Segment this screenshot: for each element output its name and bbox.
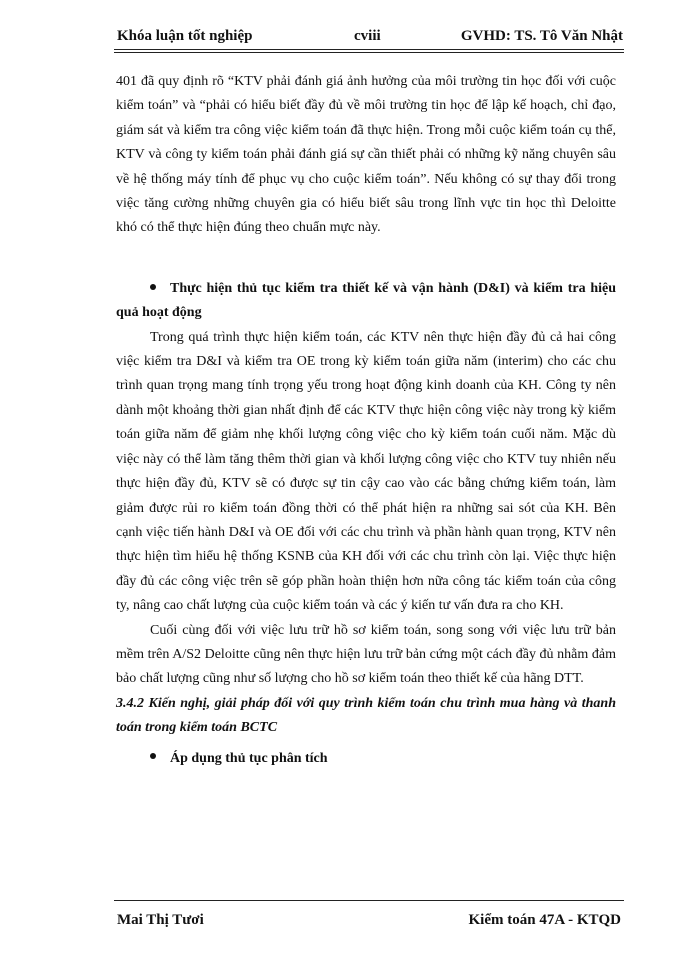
header-page-number: cviii (354, 28, 381, 44)
bullet-heading-analytics (116, 747, 616, 771)
bullet-icon (150, 284, 156, 290)
footer-class: Kiểm toán 47A - KTQD (468, 912, 621, 928)
page-body (116, 70, 616, 771)
bullet-heading-text: Thực hiện thủ tục kiểm tra thiết kế và vận hành (D&I) và kiểm tra hiệu quả hoạt động (116, 280, 616, 321)
paragraph-standard-401: 401 đã quy định rõ “KTV phải đánh giá ảnh hưởng của môi trường tin học đối với cuộc kiểm toán” và “phải có hiểu biết đầy đủ về môi trường tin học để lập kế hoạch, chỉ đạo, giám sát và kiểm tra công việc kiểm toán đã thực hiện. Trong mỗi cuộc kiểm toán cụ thể, KTV và công ty kiểm toán phải đánh giá sự cần thiết phải có những kỹ năng chuyên sâu về hệ thống máy tính để phục vụ cho cuộc kiểm toán”. Nếu không có sự thay đổi trong việc tăng cường những chuyên gia có hiểu biết sâu trong lĩnh vực tin học thì Deloitte khó có thể thực hiện đúng theo chuẩn mực này. (116, 74, 616, 236)
page-footer (117, 910, 621, 930)
footer-rule (114, 900, 624, 901)
header-rule (114, 49, 624, 53)
bullet-heading-text: Áp dụng thủ tục phân tích (170, 750, 328, 766)
header-supervisor: GVHD: TS. Tô Văn Nhật (460, 28, 623, 44)
page-header (117, 26, 623, 46)
footer-author: Mai Thị Tươi (117, 912, 204, 928)
paragraph-di-oe: Trong quá trình thực hiện kiểm toán, các KTV nên thực hiện đầy đủ cả hai công việc kiểm tra D&I và kiểm tra OE trong kỳ kiểm toán giữa năm (interim) cho các chu trình quan trọng mang tính trọng yếu trong hoạt động kinh doanh của KH. Công ty nên dành một khoảng thời gian nhất định để các KTV thực hiện công việc này trong kỳ kiểm toán giữa năm để giảm nhẹ khối lượng công việc cho kỳ kiểm toán cuối năm. Mặc dù việc này có thể làm tăng thêm thời gian và khối lượng công việc cho KTV tuy nhiên nếu thực hiện đầy đủ, KTV sẽ có được sự tin cậy cao vào các bằng chứng kiểm toán, làm giảm được rủi ro kiểm toán đồng thời có thể phát hiện ra những sai sót của KH. Bên cạnh việc tiến hành D&I và OE đối với các chu trình và phần hành quan trọng, KTV nên thực hiện tìm hiểu hệ thống KSNB của KH đối với các chu trình còn lại. Việc thực hiện đầy đủ các công việc trên sẽ góp phần hoàn thiện hơn nữa công tác kiểm toán của công ty, nâng cao chất lượng của cuộc kiểm toán và các ý kiến tư vấn đưa ra cho KH. (116, 329, 616, 614)
section-heading-3-4-2: 3.4.2 Kiến nghị, giải pháp đối với quy trình kiểm toán chu trình mua hàng và thanh toán trong kiểm toán BCTC (116, 695, 616, 736)
paragraph-archive: Cuối cùng đối với việc lưu trữ hồ sơ kiểm toán, song song với việc lưu trữ bản mềm trên A/S2 Deloitte cũng nên thực hiện lưu trữ bản cứng một cách đầy đủ nhằm đảm bảo chất lượng cũng như số lượng cho hồ sơ kiểm toán theo thiết kế của hãng DTT. (116, 622, 616, 687)
spacer (116, 241, 616, 277)
header-thesis-label: Khóa luận tốt nghiệp (117, 28, 253, 44)
bullet-icon (150, 753, 156, 759)
bullet-heading-di-oe (116, 277, 616, 326)
